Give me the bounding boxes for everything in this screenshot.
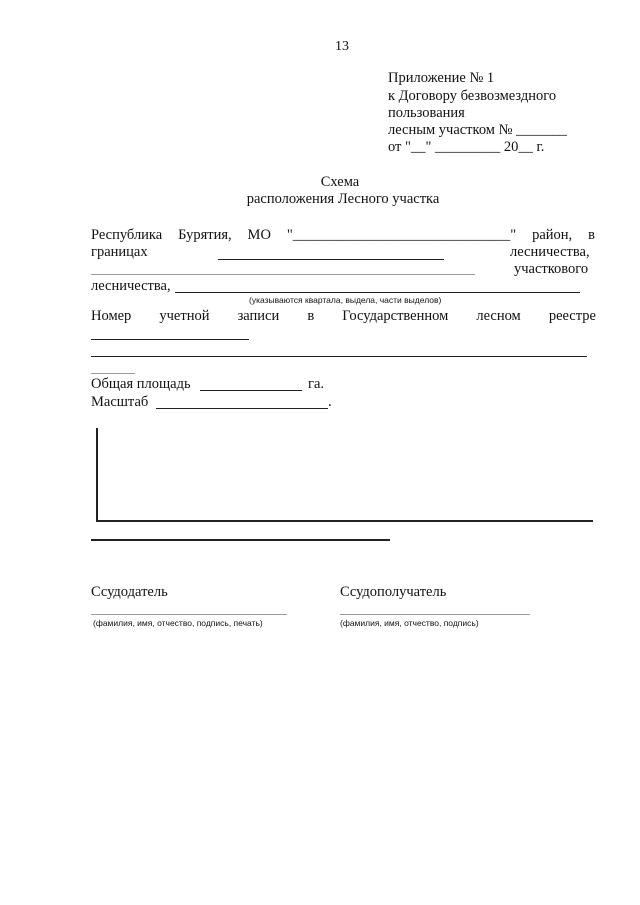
registry-word-4: в	[307, 308, 315, 324]
borrower-caption: (фамилия, имя, отчество, подпись)	[340, 618, 479, 628]
registry-word-7: реестре	[548, 308, 596, 324]
appendix-line-5: от "__" _________ 20__ г.	[388, 139, 545, 155]
region-word-1: Республика	[91, 227, 163, 243]
map-frame-bottom-border	[96, 520, 593, 522]
page-number: 13	[335, 39, 349, 54]
registry-word-6: лесном	[476, 308, 521, 324]
borrower-signature-line	[340, 614, 530, 615]
forestry-blank-line	[218, 259, 444, 260]
region-word-6: в	[588, 227, 595, 243]
area-blank-line	[200, 390, 302, 391]
registry-word-2: учетной	[159, 308, 210, 324]
region-word-5: район,	[532, 227, 573, 243]
document-title: Схема	[320, 174, 360, 190]
region-word-2: Бурятия,	[178, 227, 232, 243]
forestry-label: лесничества,	[510, 244, 590, 260]
registry-word-3: записи	[237, 308, 280, 324]
scale-label: Масштаб	[91, 394, 149, 410]
quarters-blank-line	[175, 292, 580, 293]
appendix-line-4: лесным участком № _______	[388, 122, 567, 138]
registry-blank-line-1	[91, 339, 249, 340]
area-label: Общая площадь	[91, 376, 191, 392]
scale-period: .	[328, 394, 332, 410]
registry-blank-line-2	[91, 356, 587, 357]
registry-word-5: Государственном	[342, 308, 449, 324]
appendix-line-2: к Договору безвозмездного	[388, 88, 557, 104]
district-blank: "______________________________"	[286, 227, 517, 243]
document-subtitle: расположения Лесного участка	[246, 191, 440, 207]
map-frame-left-border	[96, 428, 98, 521]
forestry-label-2: лесничества,	[91, 278, 171, 294]
region-row	[91, 227, 595, 244]
boundaries-label: границах	[91, 244, 148, 260]
registry-blank-line-3	[91, 373, 135, 374]
lender-signature-line	[91, 614, 287, 615]
lender-label: Ссудодатель	[91, 584, 168, 600]
district-forestry-label: участкового	[514, 261, 589, 277]
quarters-caption: (указываются квартала, выдела, части выделов)	[249, 295, 442, 305]
area-unit: га.	[308, 376, 325, 392]
district-forestry-blank-line	[91, 274, 475, 275]
lender-caption: (фамилия, имя, отчество, подпись, печать)	[93, 618, 263, 628]
region-word-3: МО	[247, 227, 271, 243]
registry-row	[91, 308, 596, 325]
borrower-label: Ссудополучатель	[340, 584, 447, 600]
scale-blank-line	[156, 408, 328, 409]
registry-word-1: Номер	[91, 308, 132, 324]
appendix-line-1: Приложение № 1	[388, 70, 495, 86]
appendix-line-3: пользования	[388, 105, 465, 121]
map-separator-line	[91, 539, 390, 541]
